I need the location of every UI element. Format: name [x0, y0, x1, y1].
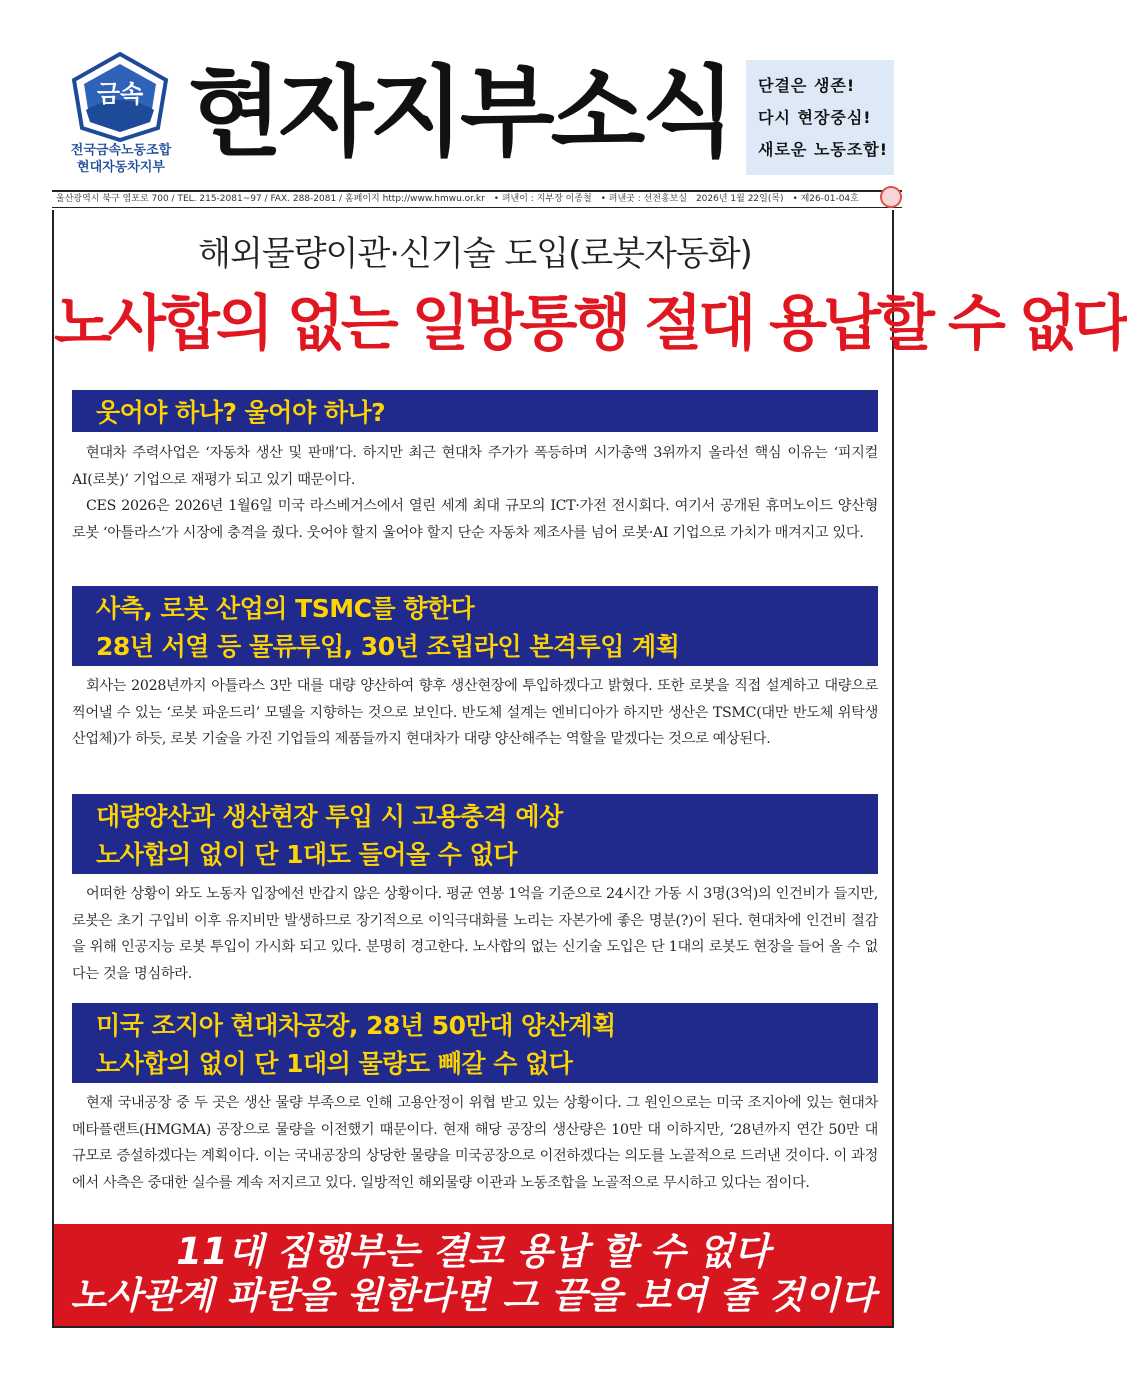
paragraph: CES 2026은 2026년 1월6일 미국 라스베거스에서 열린 세계 최대 규모의 ICT·가전 전시회다. 여기서 공개된 휴머노이드 양산형 로봇 ‘아틀라스’가 시장에 충격을 줬다. 웃어야 할지 울어야 할지 단순 자동차 제조사를 넘어 로봇·AI 기업으로 가치가 매겨지고 있다.	[72, 498, 878, 541]
main-headline: 노사합의 없는 일방통행 절대 용납할 수 없다	[54, 289, 1127, 359]
slogan-1: 단결은 생존!	[758, 76, 856, 95]
section-body-1	[72, 440, 878, 546]
footer-banner	[54, 1224, 892, 1326]
publisher: • 펴낸이 : 지부장 이종철	[493, 194, 592, 204]
paragraph: 회사는 2028년까지 아틀라스 3만 대를 대량 양산하여 향후 생산현장에 투입하겠다고 밝혔다. 또한 로봇을 직접 설계하고 대량으로 찍어낼 수 있는 ‘로봇 파운드리’ 모델을 지향하는 것으로 보인다. 반도체 설계는 엔비디아가 하지만 생산은 TSMC(대만 반도체 위탁생산업체)가 하듯, 로봇 기술을 가진 기업들의 제품들까지 현대차가 대량 양산해주는 역할을 맡겠다는 것으로 예상된다.	[72, 678, 878, 747]
section-heading-line: 사측, 로봇 산업의 TSMC를 향한다	[96, 594, 475, 623]
section-heading-3	[72, 794, 878, 874]
slogan-box	[746, 60, 894, 175]
slogan-3: 새로운 노동조합!	[758, 140, 889, 159]
issue-date: 2026년 1월 22일(목)	[695, 194, 784, 204]
seal-stamp-icon	[880, 186, 902, 208]
contact-info: 울산광역시 북구 염포로 700 / TEL. 215-2081~97 / FAX. 288-2081 / 홈페이지 http://www.hmwu.or.kr	[56, 194, 485, 204]
section-heading-line: 대량양산과 생산현장 투입 시 고용충격 예상	[96, 802, 563, 831]
section-heading-line: 노사합의 없이 단 1대의 물량도 빼갈 수 없다	[96, 1049, 573, 1078]
article-frame	[52, 210, 1127, 1328]
info-bar	[52, 190, 902, 208]
paragraph: 어떠한 상황이 와도 노동자 입장에선 반갑지 않은 상황이다. 평균 연봉 1억을 기준으로 24시간 가동 시 3명(3억)의 인건비가 들지만, 로봇은 초기 구입비 이후 유지비만 발생하므로 장기적으로 이익극대화를 노리는 자본가에 좋은 명분(?)이 된다. 현대차에 인건비 절감을 위해 인공지능 로봇 투입이 가시화 되고 있다. 분명히 경고한다. 노사합의 없는 신기술 도입은 단 1대의 로봇도 현장을 들어 올 수 없다는 것을 명심하라.	[72, 886, 878, 982]
paper-title: 현자지부소식	[188, 55, 733, 170]
section-heading-2	[72, 586, 878, 666]
paragraph: 현재 국내공장 중 두 곳은 생산 물량 부족으로 인해 고용안정이 위협 받고 있는 상황이다. 그 원인으로는 미국 조지아에 있는 현대차 메타플랜트(HMGMA) 공장으로 물량을 이전했기 때문이다. 현재 해당 공장의 생산량은 10만 대 이하지만, ‘28년까지 연간 50만 대 규모로 증설하겠다는 계획이다. 이는 국내공장의 상당한 물량을 미국공장으로 이전하겠다는 의도를 노골적으로 드러낸 것이다. 이 과정에서 사측은 중대한 실수를 계속 저지르고 있다. 일방적인 해외물량 이관과 노동조합을 노골적으로 무시하고 있다는 점이다.	[72, 1095, 878, 1191]
section-heading-line: 웃어야 하나? 울어야 하나?	[96, 398, 386, 427]
slogan-2: 다시 현장중심!	[758, 108, 872, 127]
union-name: 전국금속노동조합	[70, 143, 172, 158]
issue-number: • 제26-01-04호	[792, 194, 859, 204]
masthead	[0, 0, 945, 185]
section-body-2	[72, 673, 878, 753]
section-body-4	[72, 1090, 878, 1196]
union-logo	[56, 50, 186, 180]
metal-union-emblem-icon	[66, 50, 174, 142]
section-heading-line: 노사합의 없이 단 1대도 들어올 수 없다	[96, 840, 517, 869]
pre-headline: 해외물량이관·신기술 도입(로봇자동화)	[198, 234, 752, 274]
section-heading-4	[72, 1003, 878, 1083]
section-heading-1	[72, 390, 878, 432]
footer-line-1: 11대 집행부는 결코 용납 할 수 없다	[176, 1230, 770, 1273]
section-heading-line: 미국 조지아 현대차공장, 28년 50만대 양산계획	[96, 1011, 616, 1040]
publishing-office: • 펴낸곳 : 선전홍보실	[600, 194, 688, 204]
footer-line-2: 노사관계 파탄을 원한다면 그 끝을 보여 줄 것이다	[70, 1274, 876, 1317]
logo-text: 금속	[96, 80, 144, 108]
section-heading-line: 28년 서열 등 물류투입, 30년 조립라인 본격투입 계획	[96, 632, 680, 661]
paragraph: 현대차 주력사업은 ‘자동차 생산 및 판매’다. 하지만 최근 현대차 주가가 폭등하며 시가총액 3위까지 올라선 핵심 이유는 ‘피지컬 AI(로봇)’ 기업으로 재평가 되고 있기 때문이다.	[72, 445, 878, 488]
branch-name: 현대자동차지부	[77, 160, 165, 175]
section-body-3	[72, 881, 878, 987]
